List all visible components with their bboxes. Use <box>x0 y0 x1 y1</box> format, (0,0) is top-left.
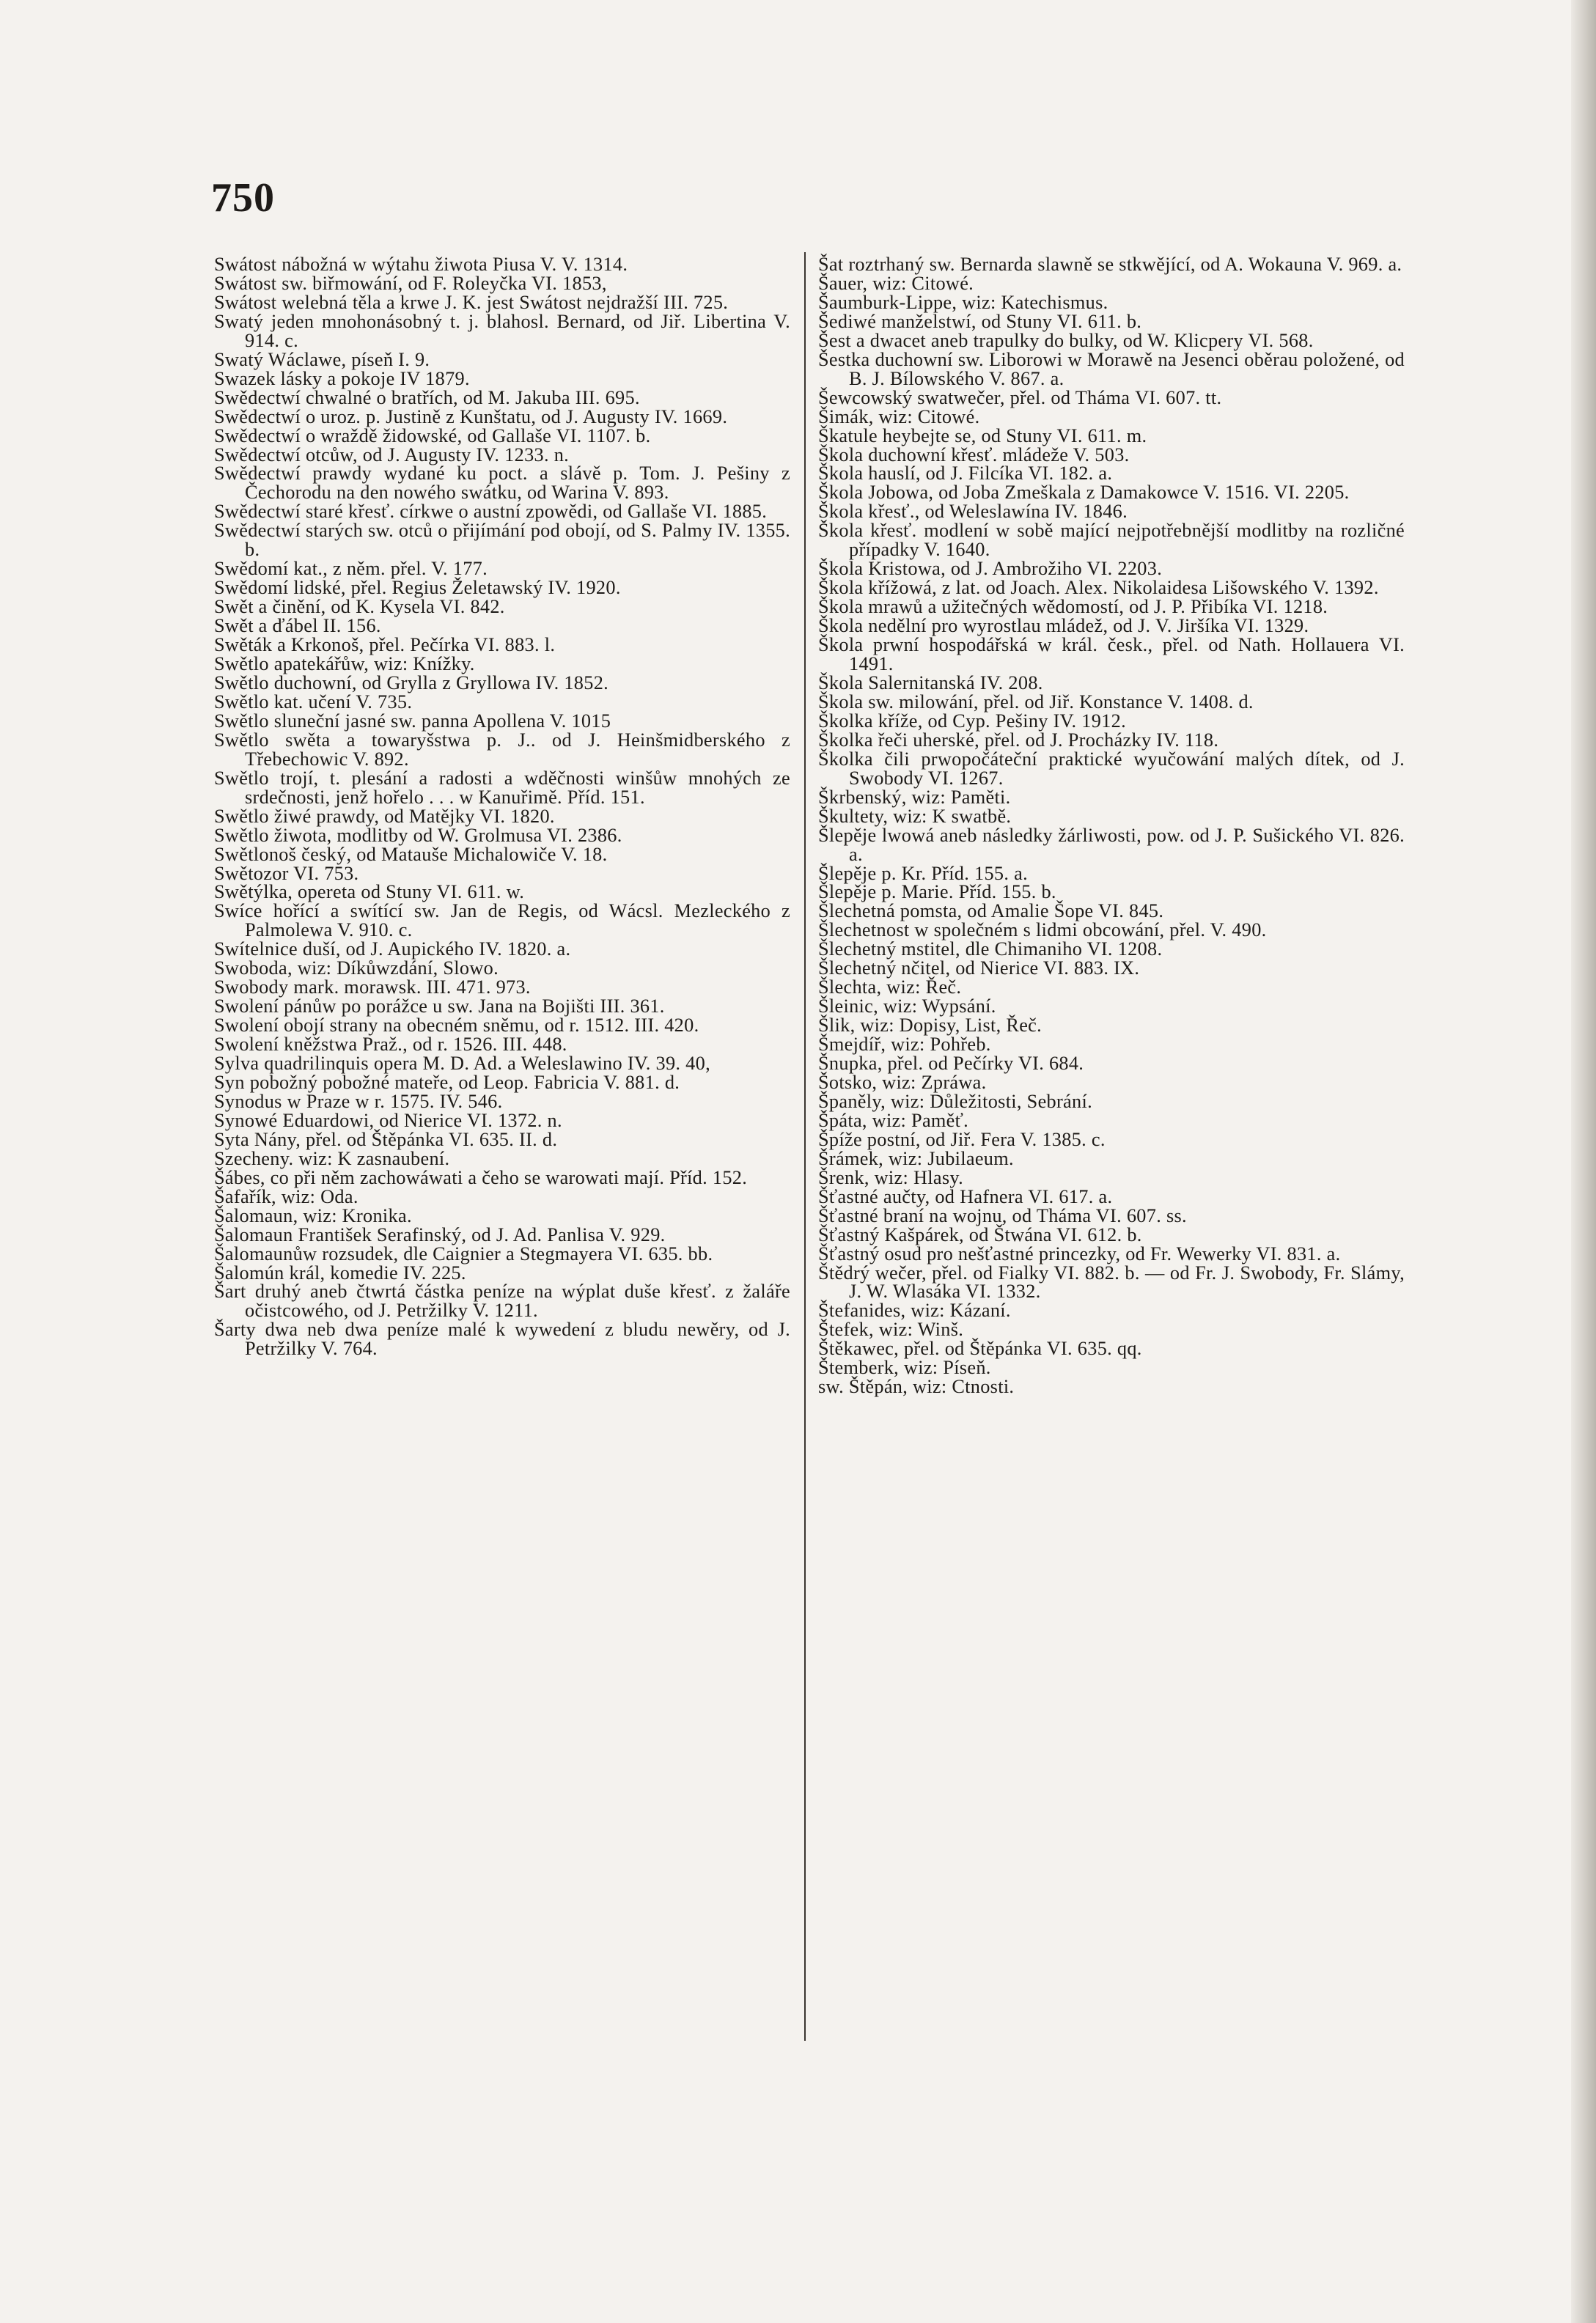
index-entry: Šťastné braní na wojnu, od Tháma VI. 607. ss. <box>818 1204 1187 1226</box>
index-entry: Swět a činění, od K. Kysela VI. 842. <box>214 596 505 618</box>
index-entry: Swoboda, wiz: Díkůwzdání, Slowo. <box>214 957 499 979</box>
index-entry: Swědectwí o wraždě židowské, od Gallaše VI. 1107. b. <box>214 424 651 446</box>
index-entry: Šlik, wiz: Dopisy, List, Řeč. <box>818 1015 1042 1037</box>
index-entry: Šalomaun František Serafinský, od J. Ad. Panlisa V. 929. <box>214 1223 666 1245</box>
index-entry: Šábes, co při něm zachowáwati a čeho se warowati mají. Příd. 152. <box>214 1166 748 1188</box>
index-entry: Swátost sw. biřmowání, od F. Roleyčka VI. 1853, <box>214 272 607 294</box>
index-entry: Syta Nány, přel. od Štěpánka VI. 635. II. d. <box>214 1128 558 1150</box>
index-entry: Štefek, wiz: Winš. <box>818 1319 964 1341</box>
index-entry: Šleinic, wiz: Wypsání. <box>818 995 996 1017</box>
index-entry: Šalomaunůw rozsudek, dle Caignier a Stegmayera VI. 635. bb. <box>214 1243 713 1264</box>
index-entry: Swobody mark. morawsk. III. 471. 973. <box>214 976 531 998</box>
index-entry: Swědectwí o uroz. p. Justině z Kunštatu, od J. Augusty IV. 1669. <box>214 405 728 427</box>
index-entry: Škultety, wiz: K swatbě. <box>818 805 1012 827</box>
right-column <box>818 255 1405 1396</box>
index-entry: Šlepěje p. Marie. Příd. 155. b. <box>818 881 1056 903</box>
index-entry: Špíže postní, od Jiř. Fera V. 1385. c. <box>818 1128 1106 1150</box>
index-entry: Škola křížowá, z lat. od Joach. Alex. Nikolaidesa Lišowského V. 1392. <box>818 577 1379 599</box>
index-entry: Škola duchowní křesť. mládeže V. 503. <box>818 443 1130 465</box>
index-entry: Swěták a Krkonoš, přel. Pečírka VI. 883. l. <box>214 634 556 656</box>
index-entry: Šrámek, wiz: Jubilaeum. <box>818 1147 1014 1169</box>
index-entry: Swětlo swěta a towaryšstwa p. J.. od J. Heinšmidberského z Třebechowic V. 892. <box>214 729 790 770</box>
index-entry: Škola křesť., od Weleslawína IV. 1846. <box>818 501 1128 523</box>
index-entry: Swítelnice duší, od J. Aupického IV. 1820. a. <box>214 938 571 960</box>
index-entry: Školka čili prwopočáteční praktické wyučowání malých dítek, od J. Swobody VI. 1267. <box>818 748 1405 789</box>
index-entry: Swědectwí starých sw. otců o přijímání pod obojí, od S. Palmy IV. 1355. b. <box>214 520 790 561</box>
index-entry: Šewcowský swatwečer, přel. od Thámа VI. 607. tt. <box>818 386 1222 408</box>
index-entry: Synodus w Praze w r. 1575. IV. 546. <box>214 1090 503 1112</box>
index-entry: Szecheny. wiz: K zasnaubení. <box>214 1147 450 1169</box>
index-entry: Šestka duchowní sw. Liborowi w Morawě na Jesenci oběrau položené, od B. J. Bílowského V. 867. a. <box>818 348 1405 389</box>
index-entry: Šlechetná pomsta, od Amalie Šope VI. 845. <box>818 900 1164 922</box>
index-entry: Šediwé manželstwí, od Stuny VI. 611. b. <box>818 310 1142 332</box>
index-entry: Šat roztrhaný sw. Bernarda slawně se stkwějící, od A. Wokauna V. 969. a. <box>818 254 1402 275</box>
index-entry: Sylva quadrilinquis opera M. D. Ad. a Weleslawino IV. 39. 40, <box>214 1053 710 1075</box>
index-entry: Škatule heybejte se, od Stuny VI. 611. m. <box>818 424 1147 446</box>
index-entry: Swědomí kat., z něm. přel. V. 177. <box>214 558 488 580</box>
index-entry: Šnupka, přel. od Pečírky VI. 684. <box>818 1053 1084 1075</box>
index-entry: Swětlo apatekářůw, wiz: Knížky. <box>214 653 475 675</box>
index-entry: Špáta, wiz: Paměť. <box>818 1109 969 1131</box>
index-entry: Škrbenský, wiz: Paměti. <box>818 786 1011 808</box>
index-entry: Šalomaun, wiz: Kronika. <box>214 1204 412 1226</box>
index-entry: Štěkawec, přel. od Štěpánka VI. 635. qq. <box>818 1338 1142 1360</box>
index-entry: Swětlo duchowní, od Grylla z Gryllowa IV. 1852. <box>214 671 609 693</box>
index-entry: Šťastné aučty, od Hafnera VI. 617. a. <box>818 1185 1113 1207</box>
index-entry: Štědrý wečer, přel. od Fialky VI. 882. b. — od Fr. J. Swobody, Fr. Slámy, J. W. Wlasáka VI. 1332. <box>818 1262 1405 1303</box>
index-entry: Swátost welebná těla a krwe J. K. jest Swátost nejdražší III. 725. <box>214 291 729 313</box>
index-entry: Škola nedělní pro wyrostlau mládež, od J. V. Jiršíka VI. 1329. <box>818 615 1309 637</box>
index-entry: Swolení kněžstwa Praž., od r. 1526. III. 448. <box>214 1034 567 1056</box>
index-entry: Swětlo sluneční jasné sw. panna Apollena V. 1015 <box>214 710 611 732</box>
index-entry: Šart druhý aneb čtwrtá částka peníze na wýplat duše křesť. z žaláře očistcowého, od J. Petržilky V. 1211. <box>214 1281 790 1322</box>
left-column <box>214 255 790 1358</box>
index-entry: Swolení pánůw po porážce u sw. Jana na Bojišti III. 361. <box>214 995 665 1017</box>
index-entry: Šimák, wiz: Citowé. <box>818 405 980 427</box>
index-entry: Swatý jeden mnohonásobný t. j. blahosl. Bernard, od Jiř. Libertina V. 914. c. <box>214 310 790 351</box>
index-entry: Šalomún král, komedie IV. 225. <box>214 1262 466 1284</box>
index-entry: Šlechetný mstitel, dle Chimaniho VI. 1208. <box>818 938 1163 960</box>
index-entry: Šrenk, wiz: Hlasy. <box>818 1166 963 1188</box>
index-entry: Šotsko, wiz: Zpráwa. <box>818 1071 987 1093</box>
index-entry: Škola Jobowa, od Joba Zmeškala z Damakowce V. 1516. VI. 2205. <box>818 482 1350 504</box>
index-entry: Swětlo kat. učení V. 735. <box>214 691 413 713</box>
index-entry: Swědectwí chwalné o bratřích, od M. Jakuba III. 695. <box>214 386 640 408</box>
index-entry: Škola křesť. modlení w sobě mající nejpotřebnější modlitby na rozličné případky V. 1640. <box>818 520 1405 561</box>
index-entry: Škola mrawů a užitečných wědomostí, od J. P. Přibíka VI. 1218. <box>818 596 1328 618</box>
index-entry: Šarty dwa neb dwa peníze malé k wywedení z bludu newěry, od J. Petržilky V. 764. <box>214 1319 790 1360</box>
index-entry: Šlepěje p. Kr. Příd. 155. a. <box>818 862 1028 884</box>
index-entry: Swíce hořící a swítící sw. Jan de Regis, od Wácsl. Mezleckého z Palmolewa V. 910. c. <box>214 900 790 941</box>
index-entry: Šťastný Kašpárek, od Štwána VI. 612. b. <box>818 1223 1142 1245</box>
index-entry: Šlepěje lwowá aneb následky žárliwosti, pow. od J. P. Sušického VI. 826. a. <box>818 824 1405 865</box>
index-entry: Štefanides, wiz: Kázaní. <box>818 1300 1011 1322</box>
index-entry: Swětozor VI. 753. <box>214 862 359 884</box>
index-entry: Swětlo žiwota, modlitby od W. Grolmusa VI. 2386. <box>214 824 622 846</box>
index-entry: Šaumburk-Lippe, wiz: Katechismus. <box>818 291 1108 313</box>
column-divider <box>804 252 806 2041</box>
index-entry: Štemberk, wiz: Píseň. <box>818 1357 991 1379</box>
index-entry: Swětlo žiwé prawdy, od Matějky VI. 1820. <box>214 805 555 827</box>
index-entry: Swazek lásky a pokoje IV 1879. <box>214 367 470 389</box>
index-entry: sw. Štěpán, wiz: Ctnosti. <box>818 1376 1015 1398</box>
index-entry: Swětýlka, opereta od Stuny VI. 611. w. <box>214 881 525 903</box>
index-entry: Šafařík, wiz: Oda. <box>214 1185 358 1207</box>
index-entry: Swětlo trojí, t. plesání a radosti a wděčnosti winšůw mnohých ze srdečnosti, jenž hořelo . . . w Kanuřimě. Příd. 151. <box>214 767 790 808</box>
index-entry: Swědectwí otcůw, od J. Augusty IV. 1233. n. <box>214 443 570 465</box>
index-entry: Šlechetnost w společném s lidmi obcowání, přel. V. 490. <box>818 919 1267 941</box>
index-entry: Synowé Eduardowi, od Nierice VI. 1372. n. <box>214 1109 562 1131</box>
index-entry: Škola prwní hospodářská w král. česk., přel. od Nath. Hollauera VI. 1491. <box>818 634 1405 675</box>
index-entry: Škola hauslí, od J. Filcíka VI. 182. a. <box>818 463 1113 485</box>
page-spine-shadow <box>1571 0 1596 2323</box>
index-entry: Syn pobožný pobožné mateře, od Leop. Fabricia V. 881. d. <box>214 1071 680 1093</box>
index-entry: Šťastný osud pro nešťastné princezky, od Fr. Wewerky VI. 831. a. <box>818 1243 1341 1264</box>
index-entry: Šest a dwacet aneb trapulky do bulky, od W. Klicpery VI. 568. <box>818 329 1314 351</box>
index-entry: Swědectwí prawdy wydané ku poct. a slávě p. Tom. J. Pešiny z Čechorodu na den nowého swátku, od Warina V. 893. <box>214 463 790 504</box>
index-entry: Škola sw. milowání, přel. od Jiř. Konstance V. 1408. d. <box>818 691 1254 713</box>
index-entry: Swědectwí staré křesť. církwe o austní zpowědi, od Gallaše VI. 1885. <box>214 501 768 523</box>
index-entry: Swět a ďábel II. 156. <box>214 615 381 637</box>
index-entry: Šlechta, wiz: Řeč. <box>818 976 962 998</box>
index-entry: Swatý Wáclawe, píseň I. 9. <box>214 348 430 370</box>
index-entry: Swátost nábožná w wýtahu žiwota Piusa V. V. 1314. <box>214 254 628 275</box>
index-entry: Škola Kristowa, od J. Ambrožiho VI. 2203. <box>818 558 1163 580</box>
index-entry: Swědomí lidské, přel. Regius Želetawský IV. 1920. <box>214 577 621 599</box>
index-entry: Škola Salernitanská IV. 208. <box>818 671 1043 693</box>
index-entry: Šlechetný nčitel, od Nierice VI. 883. IX. <box>818 957 1140 979</box>
index-entry: Swětlonoš český, od Matauše Michalowiče V. 18. <box>214 843 608 865</box>
index-entry: Školka kříže, od Cyp. Pešiny IV. 1912. <box>818 710 1126 732</box>
index-entry: Šmejdíř, wiz: Pohřeb. <box>818 1034 991 1056</box>
index-entry: Swolení obojí strany na obecném sněmu, od r. 1512. III. 420. <box>214 1015 699 1037</box>
index-entry: Školka řeči uherské, přel. od J. Procházky IV. 118. <box>818 729 1219 751</box>
page-number: 750 <box>211 175 275 221</box>
index-entry: Šauer, wiz: Citowé. <box>818 272 974 294</box>
index-entry: Španěly, wiz: Důležitosti, Sebrání. <box>818 1090 1092 1112</box>
